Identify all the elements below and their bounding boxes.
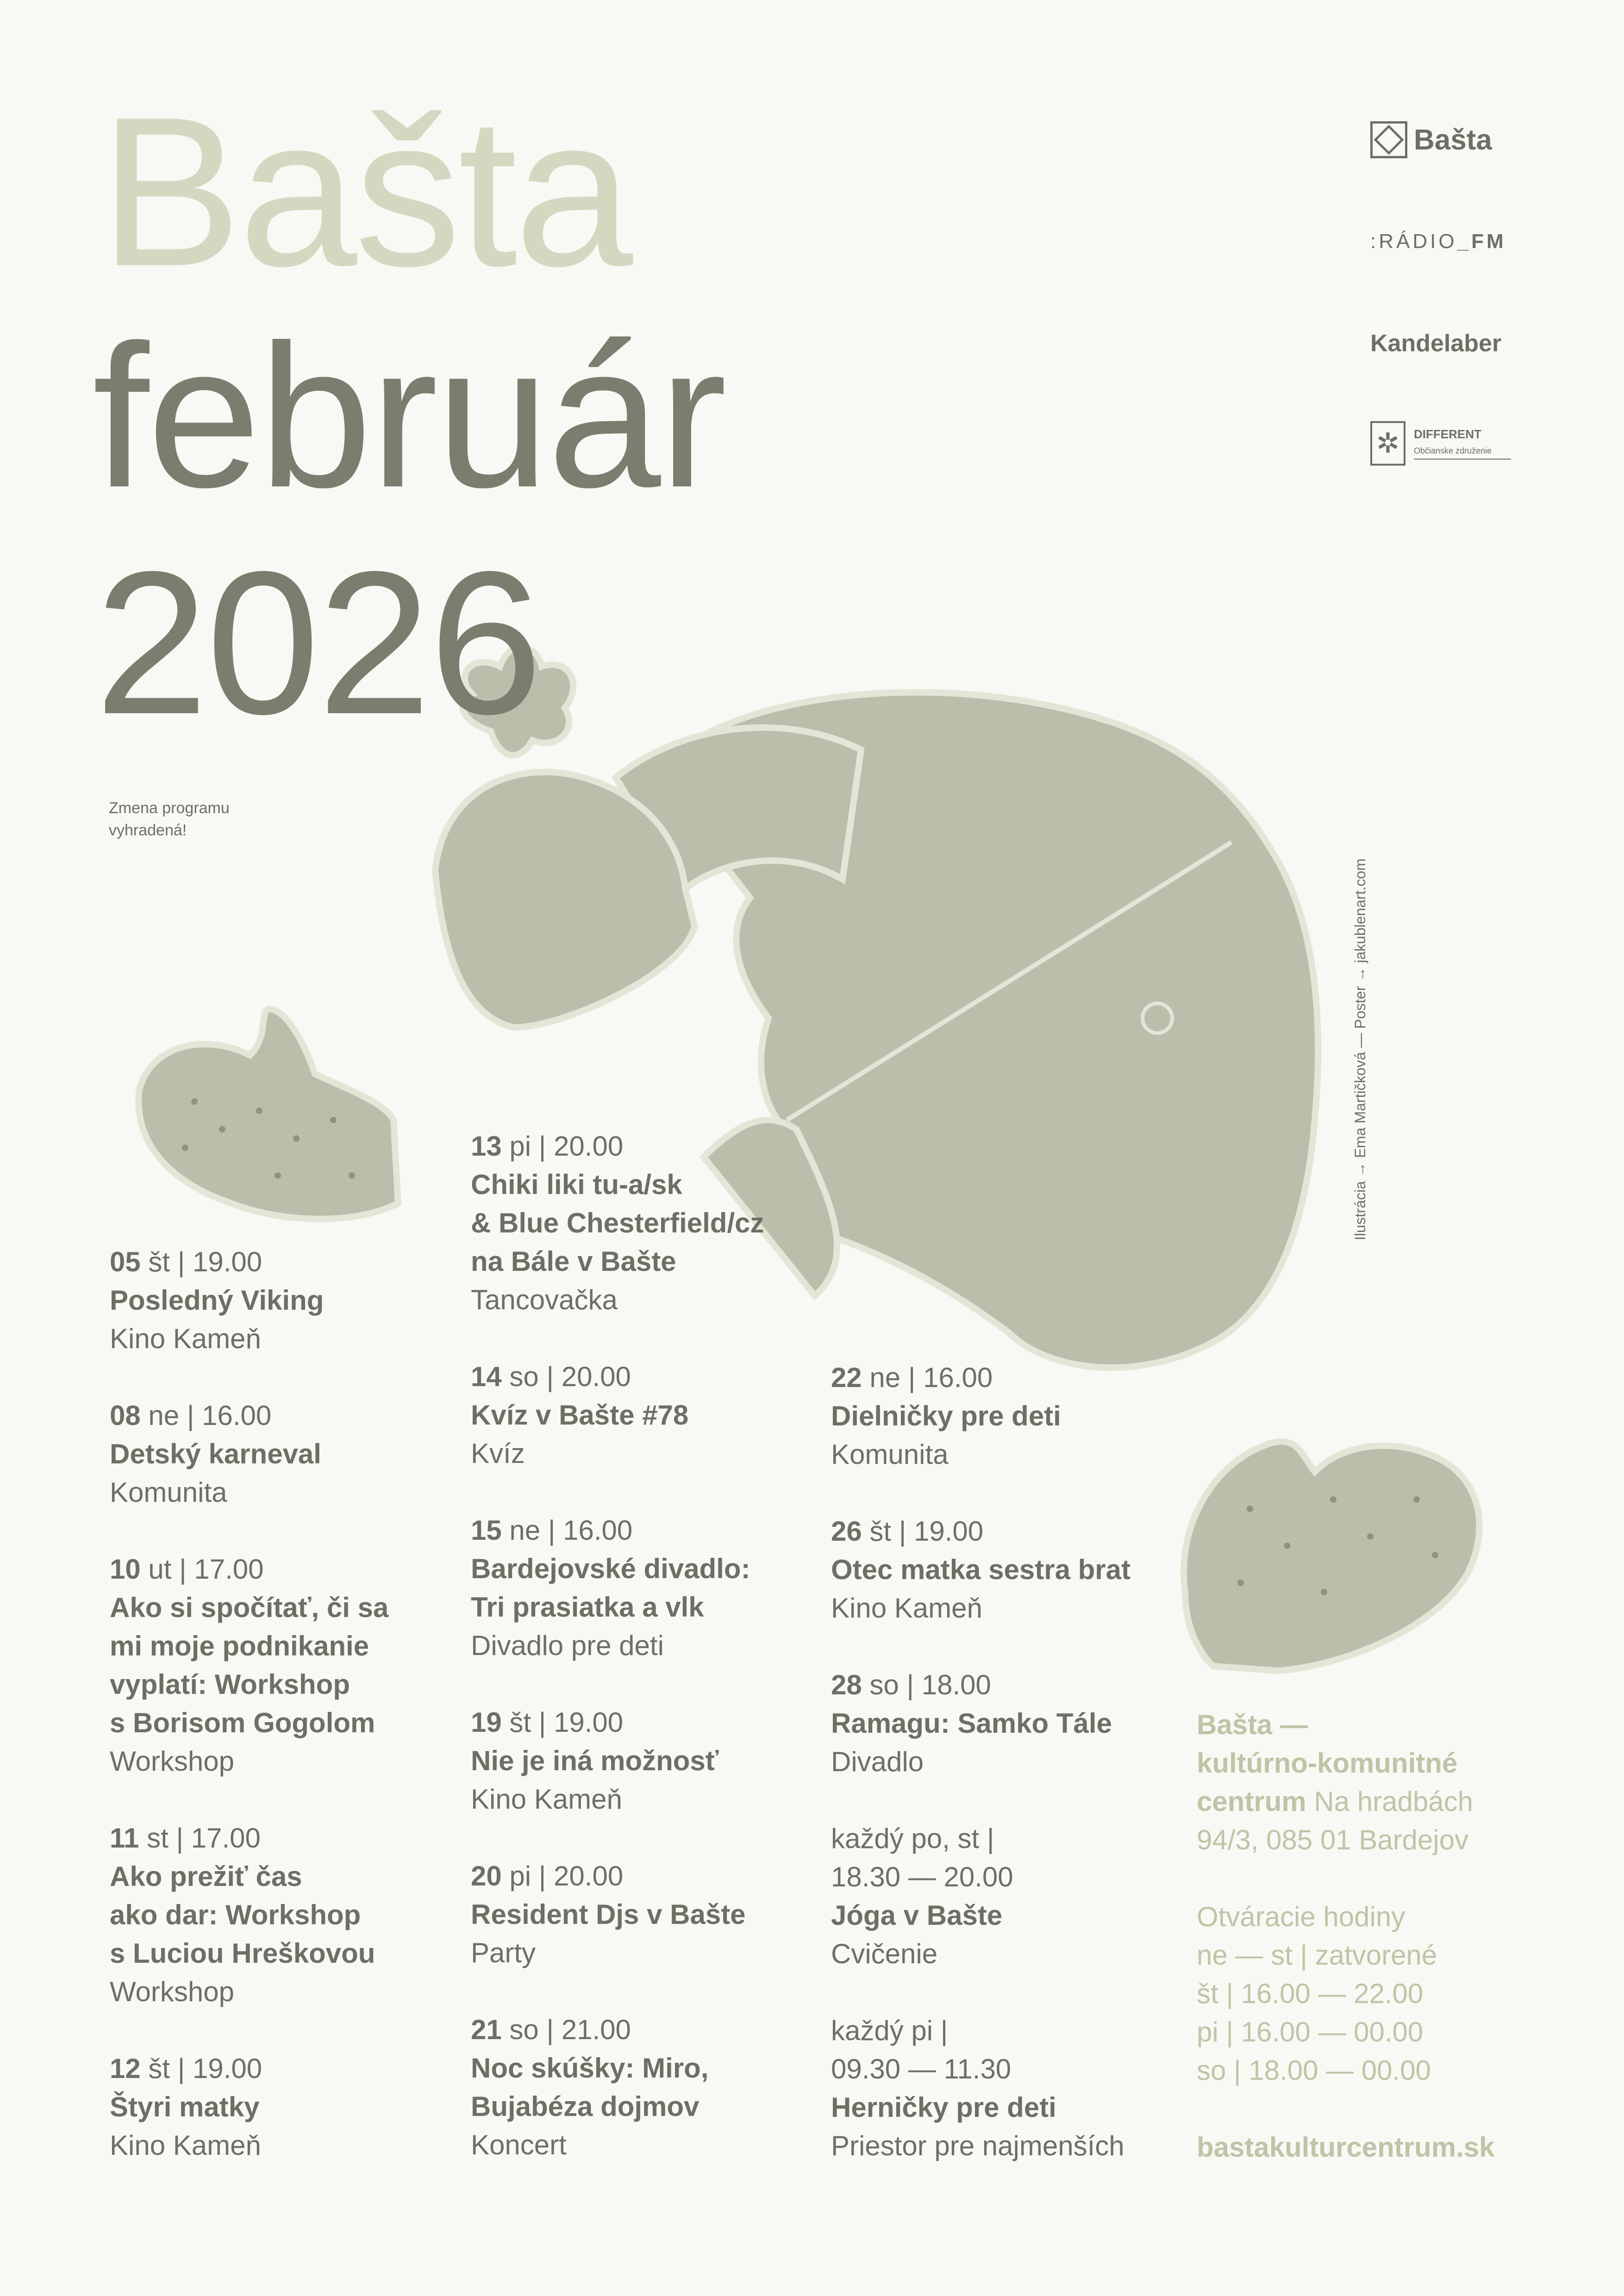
- event-item: [831, 1819, 1183, 1973]
- event-item: [471, 1357, 823, 1473]
- kandelaber-logo-text: Kandelaber: [1370, 330, 1502, 357]
- event-title: [471, 2049, 823, 2126]
- event-title-line: Bujabéza dojmov: [471, 2091, 700, 2122]
- event-title-line: Dielničky pre deti: [831, 1400, 1061, 1431]
- event-date: [471, 1511, 823, 1549]
- event-item: [831, 1358, 1183, 1474]
- event-title-line: Chiki liki tu-a/sk: [471, 1169, 682, 1200]
- poster-year: 2026: [95, 529, 541, 757]
- event-title: [471, 1165, 823, 1281]
- event-title-line: na Bále v Bašte: [471, 1246, 676, 1277]
- event-day: 14: [471, 1361, 502, 1392]
- event-day: 10: [110, 1554, 141, 1585]
- event-title-line: Otec matka sestra brat: [831, 1554, 1131, 1585]
- event-date: [831, 1819, 1183, 1858]
- event-date: [110, 1396, 462, 1435]
- credits-text: Ilustrácia → Ema Martičková — Poster → jakublenart.com: [1352, 858, 1368, 1240]
- event-title-line: Jóga v Bašte: [831, 1900, 1003, 1931]
- event-time: každý pi |: [831, 2015, 948, 2046]
- event-date: [110, 1550, 462, 1588]
- different-logo-text: DIFFERENT: [1414, 427, 1481, 441]
- event-day: 26: [831, 1516, 862, 1547]
- event-item: [110, 2049, 462, 2165]
- event-title-line: Posledný Viking: [110, 1285, 324, 1316]
- radio-colon-icon: :: [1370, 230, 1379, 253]
- event-time-range: 09.30 — 11.30: [831, 2053, 1012, 2084]
- event-category: Workshop: [110, 1976, 235, 2007]
- event-title: [471, 1742, 823, 1780]
- event-date: [831, 1666, 1183, 1704]
- poster-title: Bašta: [100, 73, 631, 311]
- event-title-line: Tri prasiatka a vlk: [471, 1592, 704, 1623]
- event-item: [831, 1666, 1183, 1781]
- event-title: [110, 1281, 462, 1319]
- event-date: [110, 1243, 462, 1281]
- opening-hours-title: Otváracie hodiny: [1197, 1901, 1405, 1932]
- event-category: Tancovačka: [471, 1284, 618, 1315]
- event-title: [110, 2088, 462, 2126]
- event-category: Cvičenie: [831, 1938, 938, 1969]
- event-time: št | 19.00: [140, 1246, 262, 1277]
- event-title: [110, 1435, 462, 1473]
- event-category: Party: [471, 1937, 536, 1968]
- event-time: št | 19.00: [862, 1516, 984, 1547]
- event-time: každý po, st |: [831, 1823, 994, 1854]
- event-title-line: Ramagu: Samko Tále: [831, 1708, 1112, 1739]
- event-day: 28: [831, 1669, 862, 1700]
- event-day: 13: [471, 1131, 502, 1162]
- event-item: [110, 1819, 462, 2011]
- event-title: [831, 1704, 1183, 1742]
- event-item: [471, 1857, 823, 1972]
- event-title: [110, 1857, 462, 1972]
- event-title: [471, 1549, 823, 1626]
- radio-logo-text: RÁDIO: [1379, 230, 1457, 253]
- event-title: [831, 2088, 1183, 2127]
- event-item: [471, 1127, 823, 1319]
- event-category: Priestor pre najmenších: [831, 2130, 1124, 2161]
- event-category: Kino Kameň: [110, 2130, 261, 2161]
- event-time: ut | 17.00: [140, 1554, 264, 1585]
- event-category: Kino Kameň: [831, 1593, 982, 1624]
- event-category: Kvíz: [471, 1438, 525, 1469]
- event-item: [831, 1512, 1183, 1627]
- opening-hours-row: pi | 16.00 — 00.00: [1197, 2016, 1424, 2047]
- event-date: [471, 1703, 823, 1742]
- different-logo: [1370, 421, 1511, 466]
- event-title-line: Herničky pre deti: [831, 2092, 1056, 2123]
- event-day: 15: [471, 1515, 502, 1546]
- event-date: [831, 1358, 1183, 1397]
- event-title-line: Noc skúšky: Miro,: [471, 2053, 709, 2084]
- event-title-line: Bardejovské divadlo:: [471, 1553, 750, 1584]
- event-time: so | 18.00: [862, 1669, 991, 1700]
- event-day: 12: [110, 2053, 141, 2084]
- event-title: [831, 1397, 1183, 1435]
- event-category: Koncert: [471, 2129, 567, 2160]
- event-day: 05: [110, 1246, 141, 1277]
- event-date: [110, 1819, 462, 1857]
- event-item: [471, 2010, 823, 2164]
- event-date: [471, 1857, 823, 1895]
- event-title: [831, 1896, 1183, 1935]
- event-title-line: Kvíz v Bašte #78: [471, 1400, 689, 1431]
- event-title-line: Resident Djs v Bašte: [471, 1899, 746, 1930]
- event-category: Kino Kameň: [471, 1784, 622, 1815]
- basta-logo: [1370, 121, 1492, 158]
- event-category: Divadlo pre deti: [471, 1630, 664, 1661]
- event-title: [831, 1550, 1183, 1589]
- event-title-line: s Borisom Gogolom: [110, 1707, 375, 1738]
- event-time: ne | 16.00: [140, 1400, 272, 1431]
- event-day: 11: [110, 1823, 139, 1854]
- event-category: Kino Kameň: [110, 1323, 261, 1354]
- event-item: [471, 1511, 823, 1665]
- event-item: [831, 2011, 1183, 2165]
- opening-hours-row: so | 18.00 — 00.00: [1197, 2055, 1431, 2086]
- event-title-line: & Blue Chesterfield/cz: [471, 1207, 764, 1238]
- event-date: [831, 2011, 1183, 2050]
- event-date: [831, 1512, 1183, 1550]
- event-day: 21: [471, 2014, 502, 2045]
- event-date: [110, 2049, 462, 2088]
- event-title-line: Detský karneval: [110, 1438, 321, 1469]
- event-time: so | 21.00: [501, 2014, 631, 2045]
- event-time: pi | 20.00: [501, 1131, 624, 1162]
- event-title: [471, 1396, 823, 1434]
- event-time: st | 17.00: [139, 1823, 261, 1854]
- mitten-illustration: [138, 1009, 398, 1219]
- event-title-line: Nie je iná možnosť: [471, 1745, 719, 1776]
- event-item: [110, 1396, 462, 1512]
- event-time: ne | 16.00: [501, 1515, 633, 1546]
- different-logo-subtext: Občianske združenie: [1414, 446, 1492, 455]
- event-title: [110, 1588, 462, 1742]
- events-column-2: [471, 1127, 823, 2203]
- kandelaber-logo: [1370, 330, 1501, 357]
- basta-logo-text: Bašta: [1414, 124, 1492, 156]
- venue-address: Na hradbách: [1306, 1786, 1473, 1817]
- event-time: št | 19.00: [501, 1707, 624, 1738]
- event-time: ne | 16.00: [862, 1362, 993, 1393]
- event-day: 08: [110, 1400, 141, 1431]
- different-logo-icon: ✲: [1370, 421, 1405, 466]
- events-column-3: [831, 1358, 1183, 2203]
- event-date: [471, 2010, 823, 2049]
- venue-address-city: 94/3, 085 01 Bardejov: [1197, 1824, 1469, 1855]
- event-category: Workshop: [110, 1746, 235, 1777]
- venue-name: Bašta —: [1197, 1709, 1308, 1740]
- event-date: [471, 1127, 823, 1165]
- event-time: št | 19.00: [140, 2053, 262, 2084]
- event-day: 19: [471, 1707, 502, 1738]
- event-date: [471, 1357, 823, 1396]
- event-item: [110, 1550, 462, 1780]
- event-item: [110, 1243, 462, 1358]
- event-category: Divadlo: [831, 1746, 924, 1777]
- opening-hours-row: ne — st | zatvorené: [1197, 1940, 1437, 1971]
- event-title-line: Štyri matky: [110, 2091, 260, 2122]
- event-title: [471, 1895, 823, 1934]
- event-time: so | 20.00: [501, 1361, 631, 1392]
- event-title-line: mi moje podnikanie: [110, 1630, 369, 1661]
- event-day: 22: [831, 1362, 862, 1393]
- radio-fm-logo: [1370, 230, 1506, 253]
- event-title-line: Ako prežiť čas: [110, 1861, 302, 1892]
- basta-logo-icon: [1370, 121, 1407, 158]
- event-day: 20: [471, 1860, 502, 1892]
- poster-month: február: [93, 303, 725, 530]
- event-item: [471, 1703, 823, 1818]
- opening-hours-row: št | 16.00 — 22.00: [1197, 1978, 1424, 2009]
- event-category: Komunita: [831, 1439, 949, 1470]
- venue-info: Bašta — kultúrno-komunitné centrum Na hradbách 94/3, 085 01 Bardejov Otváracie hodiny ne — st | zatvorené št | 16.00 — 22.00 pi | 16.00 — 00.00 so | 18.00 — 00.00 bastakulturcentrum.sk: [1197, 1705, 1521, 2166]
- event-title-line: ako dar: Workshop: [110, 1899, 361, 1930]
- radio-logo-suffix: _FM: [1457, 230, 1506, 253]
- website-link[interactable]: bastakulturcentrum.sk: [1197, 2132, 1495, 2163]
- program-change-note: Zmena programu vyhradená!: [109, 799, 230, 839]
- event-time: pi | 20.00: [501, 1860, 624, 1892]
- event-title-line: s Luciou Hreškovou: [110, 1938, 375, 1969]
- event-title-line: vyplatí: Workshop: [110, 1669, 350, 1700]
- event-title-line: Ako si spočítať, či sa: [110, 1592, 389, 1623]
- event-time-range: 18.30 — 20.00: [831, 1861, 1013, 1892]
- events-column-1: [110, 1243, 462, 2203]
- event-category: Komunita: [110, 1477, 227, 1508]
